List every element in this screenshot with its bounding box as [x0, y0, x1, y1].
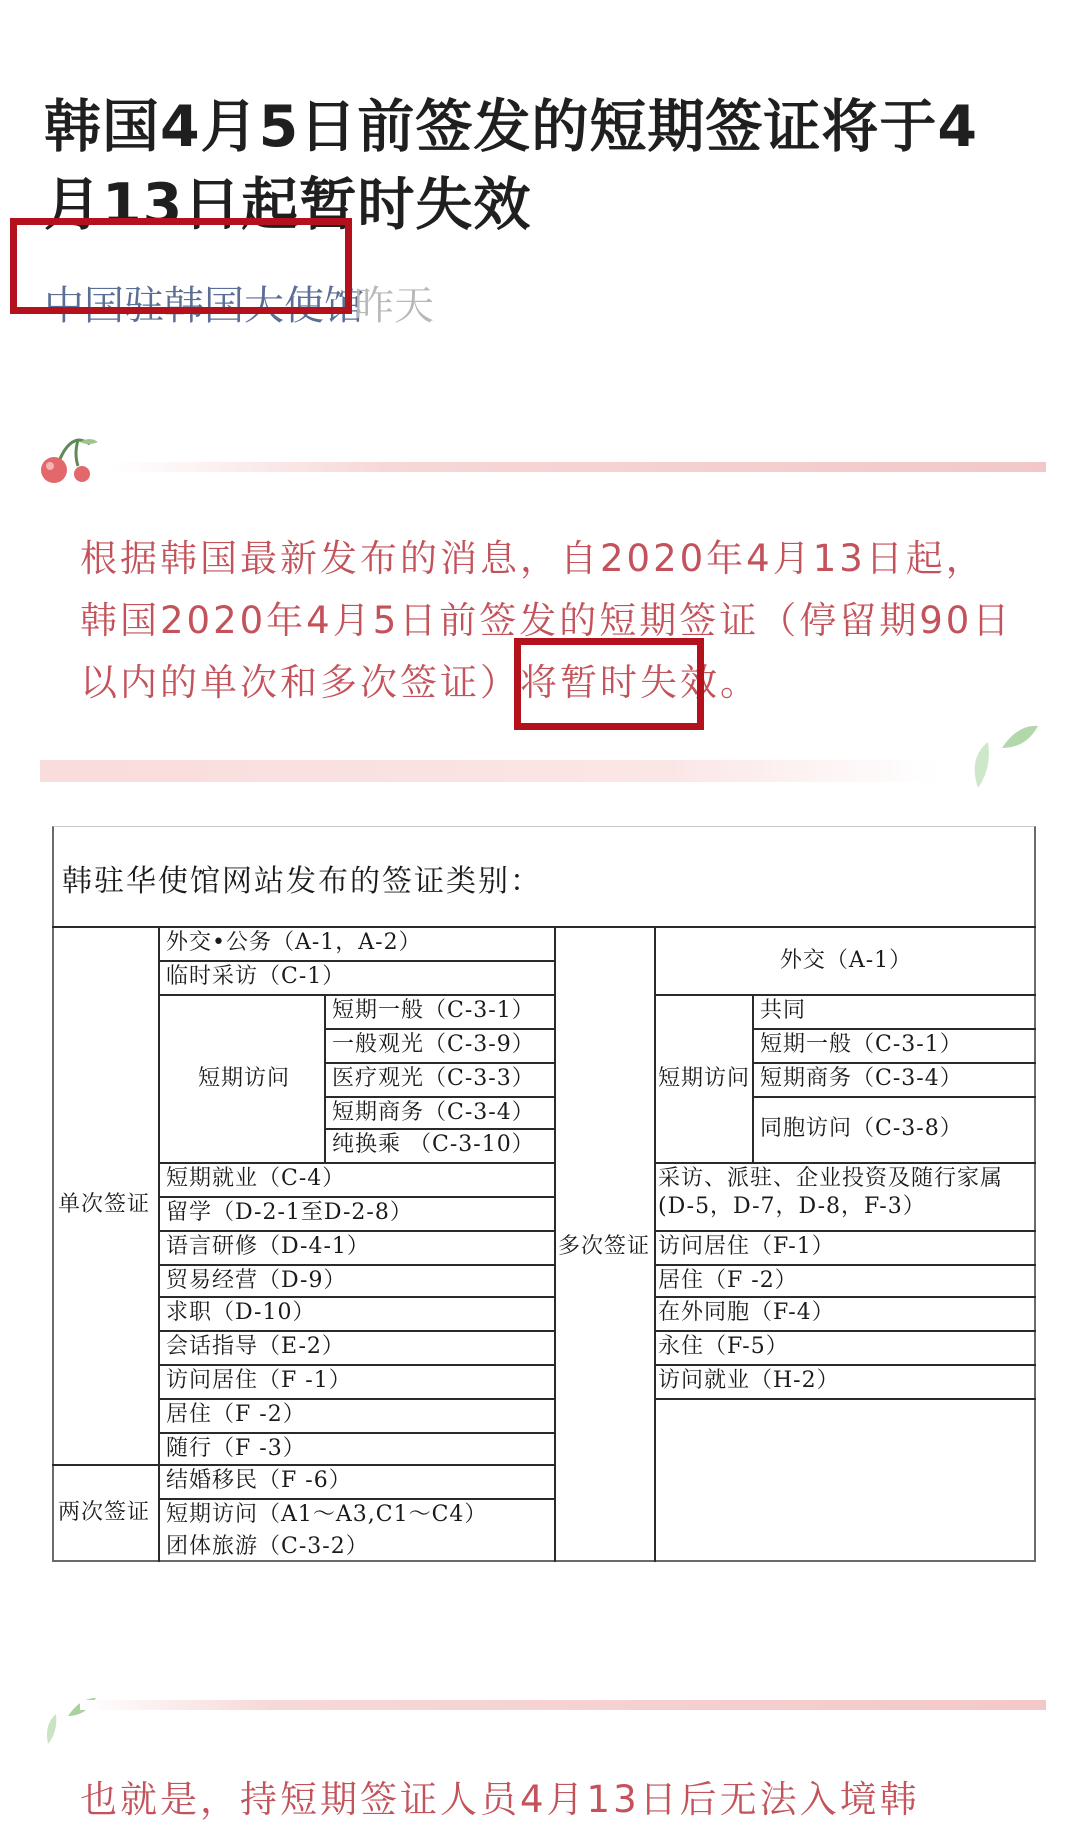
table-cell: 求职（D-10）: [166, 1300, 316, 1325]
highlight-box-author: [10, 218, 352, 314]
multiple-visa-label: 多次签证: [558, 1234, 651, 1259]
visa-table-image: [52, 826, 1036, 1562]
table-cell: 永住（F-5）: [658, 1334, 789, 1359]
body-paragraph: 也就是，持短期签证人员4月13日后无法入境韩: [80, 1778, 920, 1821]
table-cell: 短期一般（C-3-1）: [332, 998, 535, 1023]
table-cell: 纯换乘 （C-3-10）: [332, 1132, 535, 1157]
leaf-icon: [958, 718, 1038, 798]
table-cell: 访问居住（F-1）: [658, 1234, 835, 1259]
table-cell: 共同: [760, 998, 807, 1023]
table-cell: 医疗观光（C-3-3）: [332, 1066, 535, 1091]
table-cell: 会话指导（E-2）: [166, 1334, 345, 1359]
table-cell: 团体旅游（C-3-2）: [166, 1534, 369, 1559]
table-cell: 访问居住（F -1）: [166, 1368, 352, 1393]
publish-date: 昨天: [354, 283, 434, 329]
cherry-icon: [38, 436, 104, 486]
table-cell: 短期就业（C-4）: [166, 1166, 346, 1191]
table-cell: 随行（F -3）: [166, 1436, 306, 1461]
divider-band: [40, 760, 940, 782]
table-cell: 结婚移民（F -6）: [166, 1468, 352, 1493]
table-cell: 短期一般（C-3-1）: [760, 1032, 963, 1057]
divider-line-bottom: [80, 1700, 1046, 1710]
table-cell: 一般观光（C-3-9）: [332, 1032, 535, 1057]
author-link[interactable]: 中国驻韩国大使馆: [44, 283, 364, 329]
table-cell: 语言研修（D-4-1）: [166, 1234, 370, 1259]
table-cell: 留学（D-2-1至D-2-8）: [166, 1200, 413, 1225]
table-cell: 外交（A-1）: [779, 948, 913, 973]
table-cell: 外交•公务（A-1，A-2）: [166, 930, 422, 955]
single-visa-label: 单次签证: [58, 1192, 151, 1217]
table-cell: 访问就业（H-2）: [658, 1368, 840, 1393]
table-cell: 居住（F -2）: [658, 1268, 798, 1293]
table-cell: 贸易经营（D-9）: [166, 1268, 347, 1293]
intro-paragraph: 根据韩国最新发布的消息，自2020年4月13日起，韩国2020年4月5日前签发的短期签证（停留期90日以内的单次和多次签证）将暂时失效。: [80, 537, 1013, 704]
table-cell: 同胞访问（C-3-8）: [760, 1116, 963, 1141]
article-title: 韩国4月5日前签发的短期签证将于4月13日起暂时失效: [44, 94, 978, 238]
short-visit-label: 短期访问: [198, 1066, 291, 1091]
table-cell: 临时采访（C-1）: [166, 964, 346, 989]
table-cell: 居住（F -2）: [166, 1402, 306, 1427]
table-cell: 采访、派驻、企业投资及随行家属: [658, 1166, 1004, 1191]
table-cell: 在外同胞（F-4）: [658, 1300, 835, 1325]
table-cell: 短期商务（C-3-4）: [332, 1100, 535, 1125]
table-cell: 短期商务（C-3-4）: [760, 1066, 963, 1091]
table-cell: 短期访问（A1～A3,C1～C4）: [166, 1502, 488, 1527]
divider-line: [110, 462, 1046, 472]
leaf-icon: [40, 1680, 100, 1750]
short-visit-label-multi: 短期访问: [658, 1066, 751, 1091]
double-visa-label: 两次签证: [58, 1500, 151, 1525]
visa-table-caption: 韩驻华使馆网站发布的签证类别：: [62, 864, 542, 899]
highlight-box-expire: [514, 638, 704, 730]
table-cell: (D-5，D-7，D-8，F-3）: [658, 1194, 926, 1219]
